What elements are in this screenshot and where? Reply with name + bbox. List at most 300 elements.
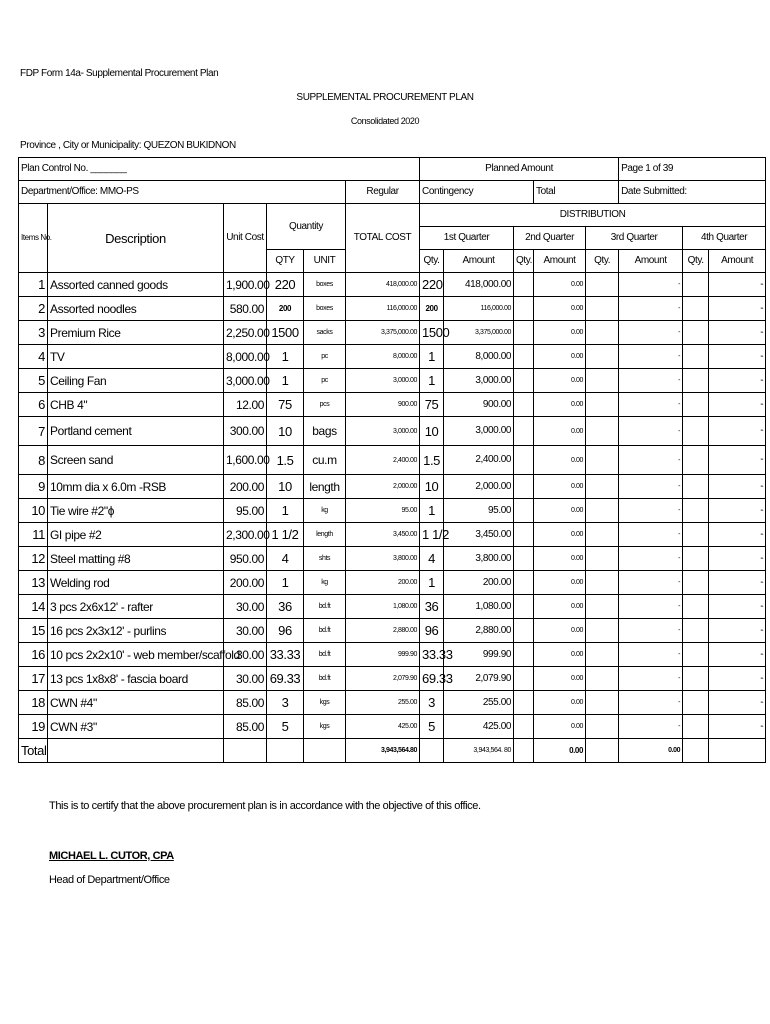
item-q4-qty <box>683 417 709 446</box>
signatory-title: Head of Department/Office <box>49 874 170 886</box>
item-unit: shts <box>304 547 346 571</box>
item-number: 13 <box>19 571 48 595</box>
qty-header: QTY <box>267 250 304 273</box>
item-qty: 1500 <box>267 321 304 345</box>
unit-header: UNIT <box>304 250 346 273</box>
total-q1-sum: 3,943,564. 80 <box>444 739 514 763</box>
item-q4-amount: - <box>709 691 766 715</box>
item-number: 5 <box>19 369 48 393</box>
item-description: 3 pcs 2x6x12' - rafter <box>48 595 224 619</box>
item-unit-cost: 30.00 <box>224 643 267 667</box>
q2-header: 2nd Quarter <box>514 227 586 250</box>
item-unit-cost: 30.00 <box>224 667 267 691</box>
item-unit: kg <box>304 571 346 595</box>
item-q1-qty: 33.33 <box>420 643 444 667</box>
item-q1-amount: 3,000.00 <box>444 369 514 393</box>
total-q1-qty-cell <box>420 739 444 763</box>
item-q3-amount: - <box>619 523 683 547</box>
item-qty: 1.5 <box>267 446 304 475</box>
item-number: 2 <box>19 297 48 321</box>
item-q4-amount: - <box>709 667 766 691</box>
item-q2-qty <box>514 369 534 393</box>
item-q3-qty <box>586 321 619 345</box>
item-description: GI pipe #2 <box>48 523 224 547</box>
item-unit: bd.ft <box>304 643 346 667</box>
item-description: Assorted noodles <box>48 297 224 321</box>
item-unit: boxes <box>304 273 346 297</box>
item-q2-amount: 0.00 <box>534 667 586 691</box>
item-unit: bags <box>304 417 346 446</box>
item-qty: 5 <box>267 715 304 739</box>
item-q4-qty <box>683 321 709 345</box>
item-q1-qty: 69.33 <box>420 667 444 691</box>
item-q1-qty: 36 <box>420 595 444 619</box>
item-q2-amount: 0.00 <box>534 297 586 321</box>
item-description: Tie wire #2"ϕ <box>48 499 224 523</box>
procurement-table <box>18 157 766 763</box>
item-q2-qty <box>514 595 534 619</box>
item-q2-qty <box>514 523 534 547</box>
item-unit: length <box>304 475 346 499</box>
item-q3-qty <box>586 345 619 369</box>
item-q4-qty <box>683 475 709 499</box>
item-q1-qty: 10 <box>420 475 444 499</box>
item-q2-qty <box>514 321 534 345</box>
item-total-cost: 2,079.90 <box>346 667 420 691</box>
item-q4-qty <box>683 345 709 369</box>
item-unit: kg <box>304 499 346 523</box>
table-row <box>19 643 766 667</box>
table-row <box>19 345 766 369</box>
total-qty-cell <box>267 739 304 763</box>
item-q4-amount: - <box>709 446 766 475</box>
table-row <box>19 446 766 475</box>
total-q4-qty-cell <box>683 739 709 763</box>
department-office: Department/Office: MMO-PS <box>19 181 346 204</box>
item-q3-qty <box>586 475 619 499</box>
item-total-cost: 3,800.00 <box>346 547 420 571</box>
item-total-cost: 900.00 <box>346 393 420 417</box>
item-description: Assorted canned goods <box>48 273 224 297</box>
item-q2-qty <box>514 273 534 297</box>
item-description: Premium Rice <box>48 321 224 345</box>
item-q3-amount: - <box>619 643 683 667</box>
item-unit-cost: 30.00 <box>224 595 267 619</box>
table-row <box>19 273 766 297</box>
item-q1-qty: 1 <box>420 499 444 523</box>
q2-amount-header: Amount <box>534 250 586 273</box>
item-qty: 69.33 <box>267 667 304 691</box>
item-q1-amount: 1,080.00 <box>444 595 514 619</box>
unit-cost-header: Unit Cost <box>224 204 267 273</box>
item-q2-amount: 0.00 <box>534 595 586 619</box>
item-qty: 4 <box>267 547 304 571</box>
item-q3-qty <box>586 571 619 595</box>
item-unit: sacks <box>304 321 346 345</box>
item-unit: bd.ft <box>304 619 346 643</box>
item-q2-amount: 0.00 <box>534 475 586 499</box>
item-q3-qty <box>586 715 619 739</box>
table-row <box>19 369 766 393</box>
item-q1-qty: 3 <box>420 691 444 715</box>
document-subtitle: Consolidated 2020 <box>350 116 420 126</box>
item-unit: length <box>304 523 346 547</box>
q3-qty-header: Qty. <box>586 250 619 273</box>
quantity-header: Quantity <box>267 204 346 250</box>
document-title: SUPPLEMENTAL PROCUREMENT PLAN <box>296 92 474 103</box>
item-q3-amount: - <box>619 446 683 475</box>
item-q3-qty <box>586 547 619 571</box>
item-qty: 1 <box>267 499 304 523</box>
table-row <box>19 297 766 321</box>
item-unit-cost: 580.00 <box>224 297 267 321</box>
item-q4-amount: - <box>709 499 766 523</box>
item-q3-amount: - <box>619 595 683 619</box>
item-q2-qty <box>514 393 534 417</box>
item-q1-qty: 1 <box>420 571 444 595</box>
item-q2-amount: 0.00 <box>534 571 586 595</box>
item-number: 11 <box>19 523 48 547</box>
planned-amount-header: Planned Amount <box>420 158 619 181</box>
item-total-cost: 3,450.00 <box>346 523 420 547</box>
item-q1-amount: 2,000.00 <box>444 475 514 499</box>
item-q2-qty <box>514 446 534 475</box>
item-q2-amount: 0.00 <box>534 643 586 667</box>
date-submitted: Date Submitted: <box>619 181 766 204</box>
item-q2-amount: 0.00 <box>534 619 586 643</box>
item-q3-amount: - <box>619 393 683 417</box>
item-q4-qty <box>683 715 709 739</box>
item-q1-amount: 116,000.00 <box>444 297 514 321</box>
item-description: Screen sand <box>48 446 224 475</box>
table-row <box>19 595 766 619</box>
item-unit-cost: 95.00 <box>224 499 267 523</box>
item-q1-amount: 95.00 <box>444 499 514 523</box>
item-qty: 1 <box>267 571 304 595</box>
item-description: CHB 4" <box>48 393 224 417</box>
item-unit: bd.ft <box>304 595 346 619</box>
item-q4-qty <box>683 393 709 417</box>
table-row <box>19 523 766 547</box>
contingency-header: Contingency <box>420 181 534 204</box>
item-q1-amount: 2,880.00 <box>444 619 514 643</box>
item-number: 8 <box>19 446 48 475</box>
item-total-cost: 116,000.00 <box>346 297 420 321</box>
item-number: 19 <box>19 715 48 739</box>
item-q4-amount: - <box>709 619 766 643</box>
item-number: 15 <box>19 619 48 643</box>
item-unit: bd.ft <box>304 667 346 691</box>
item-description: Welding rod <box>48 571 224 595</box>
item-qty: 1 <box>267 369 304 393</box>
item-q4-amount: - <box>709 417 766 446</box>
item-q4-qty <box>683 619 709 643</box>
item-q3-amount: - <box>619 273 683 297</box>
item-number: 17 <box>19 667 48 691</box>
total-q3-sum: 0.00 <box>619 739 683 763</box>
item-q2-amount: 0.00 <box>534 499 586 523</box>
table-body <box>19 273 766 739</box>
item-q1-amount: 8,000.00 <box>444 345 514 369</box>
item-q2-qty <box>514 499 534 523</box>
item-q2-amount: 0.00 <box>534 446 586 475</box>
item-q4-amount: - <box>709 643 766 667</box>
item-q3-amount: - <box>619 667 683 691</box>
item-q3-amount: - <box>619 571 683 595</box>
items-no-header: Items No. <box>19 204 48 273</box>
table-row <box>19 547 766 571</box>
item-q2-qty <box>514 475 534 499</box>
item-description: Ceiling Fan <box>48 369 224 393</box>
item-unit-cost: 85.00 <box>224 715 267 739</box>
item-q1-amount: 2,079.90 <box>444 667 514 691</box>
item-q4-qty <box>683 369 709 393</box>
item-q2-amount: 0.00 <box>534 273 586 297</box>
total-row <box>19 739 766 763</box>
item-qty: 10 <box>267 417 304 446</box>
item-number: 9 <box>19 475 48 499</box>
item-q3-amount: - <box>619 499 683 523</box>
item-unit: cu.m <box>304 446 346 475</box>
item-q1-amount: 418,000.00 <box>444 273 514 297</box>
item-q1-qty: 96 <box>420 619 444 643</box>
item-qty: 75 <box>267 393 304 417</box>
item-total-cost: 200.00 <box>346 571 420 595</box>
total-header: Total <box>534 181 619 204</box>
item-unit-cost: 300.00 <box>224 417 267 446</box>
table-row <box>19 691 766 715</box>
q1-header: 1st Quarter <box>420 227 514 250</box>
item-q2-qty <box>514 643 534 667</box>
item-total-cost: 2,000.00 <box>346 475 420 499</box>
item-number: 3 <box>19 321 48 345</box>
item-q1-amount: 3,000.00 <box>444 417 514 446</box>
item-q4-amount: - <box>709 547 766 571</box>
item-description: 16 pcs 2x3x12' - purlins <box>48 619 224 643</box>
item-q1-qty: 1 1/2 <box>420 523 444 547</box>
table-row <box>19 715 766 739</box>
item-total-cost: 1,080.00 <box>346 595 420 619</box>
q1-qty-header: Qty. <box>420 250 444 273</box>
total-q3-qty-cell <box>586 739 619 763</box>
item-unit-cost: 85.00 <box>224 691 267 715</box>
item-qty: 33.33 <box>267 643 304 667</box>
distribution-header: DISTRIBUTION <box>420 204 766 227</box>
total-unit-cost-cell <box>224 739 267 763</box>
item-q4-qty <box>683 571 709 595</box>
item-q2-amount: 0.00 <box>534 417 586 446</box>
item-description: TV <box>48 345 224 369</box>
item-q2-amount: 0.00 <box>534 393 586 417</box>
item-q4-qty <box>683 273 709 297</box>
q4-header: 4th Quarter <box>683 227 766 250</box>
item-q2-amount: 0.00 <box>534 321 586 345</box>
item-q1-amount: 425.00 <box>444 715 514 739</box>
total-unit-cell <box>304 739 346 763</box>
item-q3-qty <box>586 297 619 321</box>
item-unit: pc <box>304 345 346 369</box>
total-desc-cell <box>48 739 224 763</box>
item-q3-qty <box>586 273 619 297</box>
item-q4-qty <box>683 595 709 619</box>
item-unit-cost: 950.00 <box>224 547 267 571</box>
item-q2-qty <box>514 547 534 571</box>
item-unit-cost: 12.00 <box>224 393 267 417</box>
item-q4-qty <box>683 499 709 523</box>
item-description: Steel matting #8 <box>48 547 224 571</box>
item-q1-amount: 2,400.00 <box>444 446 514 475</box>
plan-control-no: Plan Control No. _______ <box>19 158 420 181</box>
item-q2-qty <box>514 715 534 739</box>
item-q3-qty <box>586 595 619 619</box>
item-q2-qty <box>514 619 534 643</box>
q2-qty-header: Qty. <box>514 250 534 273</box>
item-q1-amount: 3,450.00 <box>444 523 514 547</box>
item-q4-qty <box>683 691 709 715</box>
table-row <box>19 499 766 523</box>
item-qty: 3 <box>267 691 304 715</box>
item-q1-amount: 3,800.00 <box>444 547 514 571</box>
item-unit-cost: 2,300.00 <box>224 523 267 547</box>
item-description: Portland cement <box>48 417 224 446</box>
item-qty: 200 <box>267 297 304 321</box>
total-q2-sum: 0.00 <box>534 739 586 763</box>
item-q1-amount: 255.00 <box>444 691 514 715</box>
item-q1-amount: 200.00 <box>444 571 514 595</box>
certification-text: This is to certify that the above procurement plan is in accordance with the objective of this office. <box>49 800 481 812</box>
q1-amount-header: Amount <box>444 250 514 273</box>
item-q4-amount: - <box>709 297 766 321</box>
item-q3-amount: - <box>619 475 683 499</box>
item-qty: 220 <box>267 273 304 297</box>
item-q1-qty: 4 <box>420 547 444 571</box>
item-q4-qty <box>683 446 709 475</box>
item-q2-amount: 0.00 <box>534 547 586 571</box>
item-unit: pc <box>304 369 346 393</box>
item-q3-amount: - <box>619 297 683 321</box>
item-number: 18 <box>19 691 48 715</box>
item-q1-qty: 220 <box>420 273 444 297</box>
q4-qty-header: Qty. <box>683 250 709 273</box>
item-q3-amount: - <box>619 345 683 369</box>
item-q2-qty <box>514 667 534 691</box>
item-qty: 1 <box>267 345 304 369</box>
item-unit: kgs <box>304 691 346 715</box>
item-q3-amount: - <box>619 321 683 345</box>
item-unit-cost: 2,250.00 <box>224 321 267 345</box>
item-number: 6 <box>19 393 48 417</box>
item-q4-amount: - <box>709 393 766 417</box>
item-q1-qty: 1 <box>420 369 444 393</box>
location-line: Province , City or Municipality: QUEZON BUKIDNON <box>20 140 236 151</box>
item-number: 7 <box>19 417 48 446</box>
item-q3-qty <box>586 499 619 523</box>
item-q4-amount: - <box>709 345 766 369</box>
item-unit-cost: 3,000.00 <box>224 369 267 393</box>
item-q2-qty <box>514 571 534 595</box>
item-unit: pcs <box>304 393 346 417</box>
item-total-cost: 999.90 <box>346 643 420 667</box>
item-q3-qty <box>586 643 619 667</box>
description-header: Description <box>48 204 224 273</box>
item-q4-amount: - <box>709 571 766 595</box>
item-number: 1 <box>19 273 48 297</box>
q4-amount-header: Amount <box>709 250 766 273</box>
item-q4-amount: - <box>709 715 766 739</box>
item-q4-qty <box>683 547 709 571</box>
item-unit-cost: 30.00 <box>224 619 267 643</box>
item-q2-amount: 0.00 <box>534 369 586 393</box>
item-q1-qty: 1500 <box>420 321 444 345</box>
item-q2-amount: 0.00 <box>534 715 586 739</box>
item-qty: 36 <box>267 595 304 619</box>
table-row <box>19 321 766 345</box>
item-q3-qty <box>586 619 619 643</box>
item-total-cost: 2,400.00 <box>346 446 420 475</box>
item-q1-amount: 999.90 <box>444 643 514 667</box>
item-unit-cost: 200.00 <box>224 475 267 499</box>
item-unit-cost: 8,000.00 <box>224 345 267 369</box>
item-q2-amount: 0.00 <box>534 345 586 369</box>
item-q4-qty <box>683 523 709 547</box>
item-total-cost: 2,880.00 <box>346 619 420 643</box>
total-cost-sum: 3,943,564.80 <box>346 739 420 763</box>
total-q2-qty-cell <box>514 739 534 763</box>
total-cost-header: TOTAL COST <box>346 204 420 273</box>
item-q1-qty: 1.5 <box>420 446 444 475</box>
item-total-cost: 8,000.00 <box>346 345 420 369</box>
item-q1-amount: 900.00 <box>444 393 514 417</box>
table-row <box>19 393 766 417</box>
item-description: CWN #3" <box>48 715 224 739</box>
item-qty: 1 1/2 <box>267 523 304 547</box>
item-unit-cost: 1,600.00 <box>224 446 267 475</box>
item-q2-qty <box>514 691 534 715</box>
item-q1-amount: 3,375,000.00 <box>444 321 514 345</box>
item-q3-amount: - <box>619 417 683 446</box>
item-q3-qty <box>586 446 619 475</box>
item-total-cost: 95.00 <box>346 499 420 523</box>
item-q1-qty: 1 <box>420 345 444 369</box>
signatory-name: MICHAEL L. CUTOR, CPA <box>49 850 174 862</box>
table-row <box>19 619 766 643</box>
item-unit: kgs <box>304 715 346 739</box>
item-q3-qty <box>586 393 619 417</box>
item-q4-amount: - <box>709 475 766 499</box>
item-q3-amount: - <box>619 369 683 393</box>
item-q2-amount: 0.00 <box>534 523 586 547</box>
item-q3-amount: - <box>619 691 683 715</box>
item-description: CWN #4" <box>48 691 224 715</box>
item-q4-qty <box>683 667 709 691</box>
q3-header: 3rd Quarter <box>586 227 683 250</box>
item-q3-amount: - <box>619 619 683 643</box>
table-row <box>19 417 766 446</box>
item-total-cost: 3,000.00 <box>346 369 420 393</box>
form-title: FDP Form 14a- Supplemental Procurement Plan <box>20 68 219 79</box>
item-qty: 96 <box>267 619 304 643</box>
item-description: 10mm dia x 6.0m -RSB <box>48 475 224 499</box>
item-q1-qty: 200 <box>420 297 444 321</box>
table-row <box>19 667 766 691</box>
item-unit-cost: 200.00 <box>224 571 267 595</box>
item-q1-qty: 75 <box>420 393 444 417</box>
item-q4-amount: - <box>709 369 766 393</box>
item-number: 14 <box>19 595 48 619</box>
item-description: 13 pcs 1x8x8' - fascia board <box>48 667 224 691</box>
item-number: 4 <box>19 345 48 369</box>
item-q3-qty <box>586 667 619 691</box>
